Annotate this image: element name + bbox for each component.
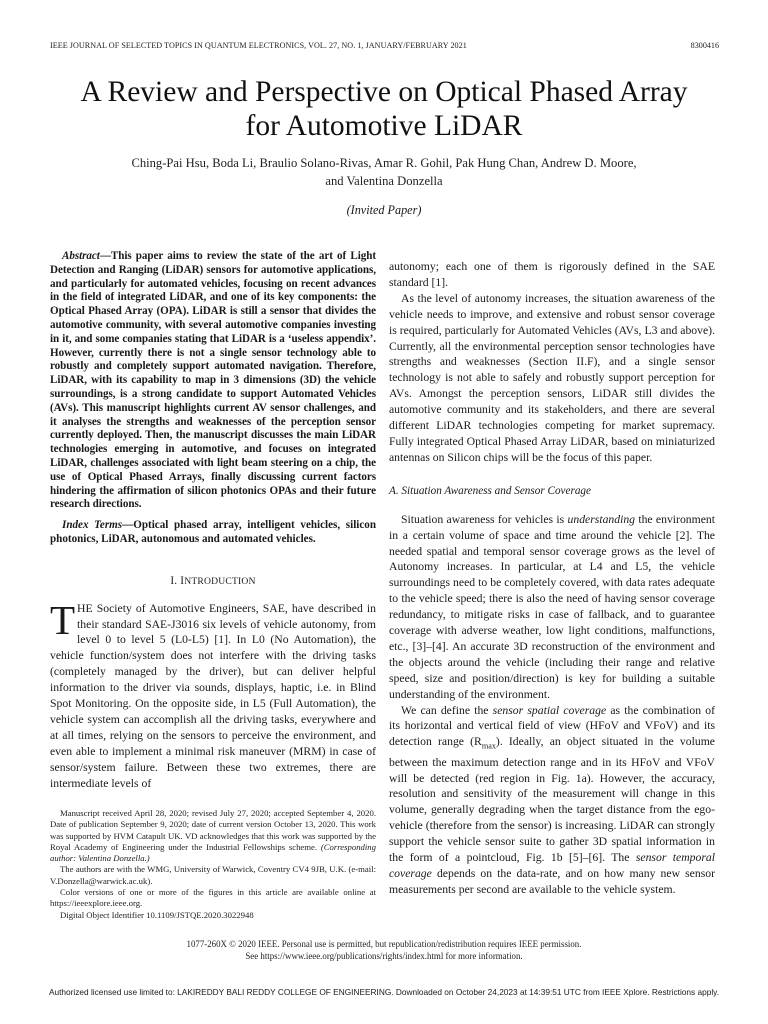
right-paragraph-3 xyxy=(389,512,715,703)
intro-paragraph xyxy=(50,596,376,792)
journal-header: IEEE JOURNAL OF SELECTED TOPICS IN QUANTUM ELECTRONICS, VOL. 27, NO. 1, JANUARY/FEBRUARY 2021 xyxy=(50,41,467,50)
authorized-use-notice: Authorized licensed use limited to: LAKIREDDY BALI REDDY COLLEGE OF ENGINEERING. Downloaded on October 24,2023 at 14:39:51 UTC from IEEE Xplore. Restrictions apply. xyxy=(48,987,720,997)
p4-emphasis-2: sensor temporal coverage xyxy=(389,851,715,880)
footnotes xyxy=(50,808,376,921)
p3-emphasis: understanding xyxy=(567,512,636,526)
p4-subscript: max xyxy=(481,741,496,751)
copyright-notice xyxy=(0,939,768,962)
authors-line-1: Ching-Pai Hsu, Boda Li, Braulio Solano-Rivas, Amar R. Gohil, Pak Hung Chan, Andrew D. Moore, xyxy=(131,156,637,170)
p3-part-a: Situation awareness for vehicles is xyxy=(401,512,568,526)
abstract-text: —This paper aims to review the state of the art of Light Detection and Ranging (LiDAR) sensors for automotive applications, and particularly for automated vehicles, focusing on recent advances in the field of integrated LiDAR, and one of its key components: the Optical Phased Array (OPA). LiDAR is still a sensor that divides the automotive community, with several automotive companies investing in it, and some companies stating that LiDAR is a ‘useless appendix’. However, currently there is not a single sensor technology able to robustly and completely support automated navigation. Therefore, LiDAR, with its capability to map in 3 dimensions (3D) the vehicle surroundings, is a strong candidate to support Automated Vehicles (AVs). This manuscript highlights current AV sensor challenges, and it analyses the strengths and weaknesses of the perception sensor currently deployed. Then, the manuscript discusses the main LiDAR technologies emerging in automotive, and focuses on integrated LiDAR, challenges associated with light beam steering on a chip, the use of Optical Phased Arrays, finally discussing current factors hindering the affirmation of silicon photonics OPAs and their future research directions. xyxy=(50,250,376,511)
corresponding-author: (Corresponding author: Valentina Donzella.) xyxy=(50,841,376,864)
p4-emphasis: sensor spatial coverage xyxy=(492,703,607,717)
index-terms xyxy=(50,519,376,547)
invited-paper-label: (Invited Paper) xyxy=(346,203,422,217)
right-paragraph-2: As the level of autonomy increases, the situation awareness of the vehicle needs to improve, and extensive and robust sensor coverage is required, particularly for Automated Vehicles (AVs, L3 and above). Currently, all the environmental perception sensor technologies have strengths and weaknesses (Section II.F), and a single sensor technology is not able to safely and robustly support perception for AVs. Amongst the perception sensors, LiDAR still divides the automotive community and its stakeholders, and there are several different LiDAR technologies competing for market supremacy. Fully integrated Optical Phased Array LiDAR, based on miniaturized antennas on Silicon chips will be the focus of this paper. xyxy=(389,291,715,464)
abstract-label: Abstract xyxy=(62,250,100,262)
left-column xyxy=(50,250,376,792)
author-list xyxy=(40,154,728,190)
footnote-1-text: Manuscript received April 28, 2020; revised July 27, 2020; accepted September 4, 2020. Date of publication September 9, 2020; date of current version October 13, 2020. This work was supported by HVM Catapult UK. VD acknowledges that this work was supported by the Royal Academy of Engineering under the Industrial Fellowships scheme. xyxy=(50,808,376,852)
footnote-3: Color versions of one or more of the figures in this article are available online at https://ieeexplore.ieee.org. xyxy=(50,887,376,909)
index-terms-paragraph xyxy=(50,519,376,547)
section-numeral: I. xyxy=(170,574,178,587)
p4-part-b: as the combination of its horizontal and vertical field of view (HFoV and VFoV) and its detection range (R xyxy=(389,703,716,749)
p3-part-b: the environment in a certain volume of space and time around the vehicle [2]. The needed spatial and temporal sensor coverage grows as the level of Autonomy increases. In particular, at L4 and L5, the vehicle surroundings need to be completely covered, with data rates adequate to the vehicle speed; there is also the need of having sensor coverage redundancy, to mitigate risks in case of fallback, and to guarantee coverage with adverse weather, low light conditions, malfunctions, etc., [3]–[4]. An accurate 3D reconstruction of the environment and the objects around the vehicle (including their range and relative speed, size and position/direction) is key for building a suitable understanding of the environment. xyxy=(389,512,715,701)
footnote-2: The authors are with the WMG, University of Warwick, Coventry CV4 9JB, U.K. (e-mail: V.Donzella@warwick.ac.uk). xyxy=(50,864,376,886)
footnote-1 xyxy=(50,808,376,864)
section-rest: NTRODUCTION xyxy=(184,575,256,587)
index-terms-text: —Optical phased array, intelligent vehicles, silicon photonics, LiDAR, autonomous and automated vehicles. xyxy=(50,519,377,545)
right-paragraph-1: autonomy; each one of them is rigorously defined in the SAE standard [1]. xyxy=(389,260,715,289)
section-heading-introduction xyxy=(50,574,376,590)
title-line-2: for Automotive LiDAR xyxy=(245,110,523,142)
right-column xyxy=(389,259,715,898)
p4-part-a: We can define the xyxy=(401,703,493,717)
footnote-4: Digital Object Identifier 10.1109/JSTQE.2020.3022948 xyxy=(60,909,254,920)
copyright-line-1: 1077-260X © 2020 IEEE. Personal use is permitted, but republication/redistribution requires IEEE permission. xyxy=(186,939,582,949)
p4-part-c: ). Ideally, an object situated in the volume between the maximum detection range and in its HFoV and VFoV will be detected (red region in Fig. 1a). However, the accuracy, resolution and sensitivity of the measurement will change in this volume, generally degrading when the target distance from the ego-vehicle (therefore from the sensor) is increasing. LiDAR can strongly support the vehicle sensor suite to gather 3D spatial information in the form of a pointcloud, Fig. 1b [5]–[6]. The xyxy=(389,735,715,865)
copyright-line-2: See https://www.ieee.org/publications/rights/index.html for more information. xyxy=(245,950,523,961)
drop-cap: T xyxy=(50,596,76,643)
right-paragraph-4 xyxy=(389,703,715,898)
article-number: 8300416 xyxy=(690,41,719,50)
intro-text: HE Society of Automotive Engineers, SAE, have described in their standard SAE-J3016 six levels of vehicle autonomy, from level 0 to level 5 (L0-L5) [1]. In L0 (No Automation), the vehicle function/system does not interfere with the driving tasks (completely managed by the driver), but can deliver helpful information to the driver via sounds, displays, haptic, i.e. in Blind Spot Monitoring. On the opposite side, in L5 (Full Automation), the vehicle system can accomplish all the driving tasks, everywhere and at all times, relying on the sensors to perceive the environment, and even able to implement a minimal risk maneuver (MRM) in case of sensor/system failure. Between these two extremes, there are intermediate levels of xyxy=(50,601,376,790)
abstract-paragraph xyxy=(50,250,376,512)
subsection-heading: A. Situation Awareness and Sensor Coverage xyxy=(389,484,591,497)
paper-title xyxy=(30,75,738,143)
authors-line-2: and Valentina Donzella xyxy=(325,174,443,188)
index-terms-label: Index Terms xyxy=(62,519,123,532)
title-line-1: A Review and Perspective on Optical Phased Array xyxy=(80,76,688,108)
p4-part-d: depends on the data-rate, and on how many new sensor measurements per second are available to the vehicle system. xyxy=(389,866,715,896)
abstract xyxy=(50,250,376,512)
section-first-letter: I xyxy=(180,574,185,587)
